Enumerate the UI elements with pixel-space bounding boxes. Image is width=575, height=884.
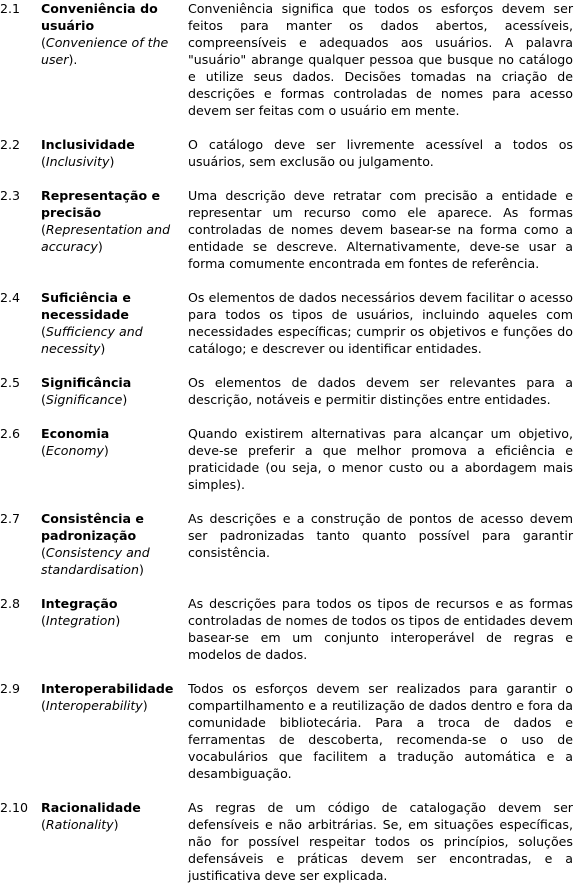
principle-number: 2.8: [0, 596, 21, 611]
principle-english-suffix: ): [142, 698, 148, 713]
principle-number: 2.4: [0, 290, 21, 305]
principle-english-name: (Sufficiency and necessity): [41, 324, 143, 356]
principle-item: [0, 425, 575, 493]
principle-name-block: [41, 680, 188, 782]
principle-name-block: [41, 595, 188, 663]
principle-name-block: [41, 136, 188, 170]
principle-description: Todos os esforços devem ser realizados para garantir o compartilhamento e a reutilização de dados dentro e fora da comunidade bibliotecária. Para a troca de dados e ferramentas de descoberta, recomenda-se o uso de vocabulários que facilitem a tradução automática e a desambiguação.: [188, 681, 573, 781]
principle-item: [0, 289, 575, 357]
principle-english-suffix: ): [100, 341, 106, 356]
principle-description: As descrições e a construção de pontos de acesso devem ser padronizadas tanto quanto possível para garantir consistência.: [188, 511, 573, 560]
principle-item: [0, 680, 575, 782]
principle-description: O catálogo deve ser livremente acessível a todos os usuários, sem exclusão ou julgamento.: [188, 137, 573, 169]
principle-english-suffix: ): [122, 392, 128, 407]
principle-name: Significância: [41, 375, 132, 390]
principle-number: 2.6: [0, 426, 21, 441]
principle-name: Integração: [41, 596, 118, 611]
principle-item: [0, 187, 575, 272]
principle-english-suffix: ): [138, 562, 144, 577]
principle-name-block: [41, 510, 188, 578]
principle-name: Inclusividade: [41, 137, 135, 152]
principle-name: Suficiência e necessidade: [41, 290, 131, 322]
principle-number: 2.5: [0, 375, 21, 390]
principle-number: 2.10: [0, 800, 29, 815]
principle-english-suffix: ): [103, 443, 109, 458]
principle-english-name: (Inclusivity): [41, 154, 115, 169]
principle-name-block: [41, 374, 188, 408]
principle-english-suffix: ): [97, 239, 103, 254]
principle-english-suffix: ): [115, 613, 121, 628]
principle-description: Quando existirem alternativas para alcançar um objetivo, deve-se preferir a que melhor promova a eficiência e praticidade (ou seja, o menor custo ou a abordagem mais simples).: [188, 426, 573, 492]
principle-name-block: [41, 799, 188, 884]
principle-english-text: Representation and accuracy: [41, 222, 171, 254]
principle-name: Economia: [41, 426, 110, 441]
principle-description: As regras de um código de catalogação devem ser defensíveis e não arbitrárias. Se, em situações específicas, não for possível respeitar todos os princípios, soluções defensáveis e práticas devem ser encontradas, e a justificativa deve ser explicada.: [188, 800, 573, 883]
principle-name: Conveniência do usuário: [41, 1, 158, 33]
principle-description: Conveniência significa que todos os esforços devem ser feitos para manter os dados abertos, acessíveis, compreensíveis e adequados aos usuários. A palavra "usuário" abrange qualquer pessoa que busque no catálogo e utilize seus dados. Decisões tomadas na criação de descrições e formas controladas de nomes para acesso devem ser feitas com o usuário em mente.: [188, 1, 573, 118]
principle-english-name: (Consistency and standardisation): [41, 545, 150, 577]
principle-english-name: (Convenience of the user).: [41, 35, 169, 67]
principle-item: [0, 374, 575, 408]
principle-item: [0, 136, 575, 170]
principle-english-text: Rationality: [45, 817, 114, 832]
principle-english-name: (Economy): [41, 443, 109, 458]
principle-number: 2.1: [0, 1, 21, 16]
principle-name-block: [41, 187, 188, 272]
principle-english-suffix: ): [109, 154, 115, 169]
principle-description: As descrições para todos os tipos de recursos e as formas controladas de nomes de todos os tipos de entidades devem basear-se em um conjunto interoperável de regras e modelos de dados.: [188, 596, 573, 662]
principle-number: 2.7: [0, 511, 21, 526]
principle-description: Os elementos de dados devem ser relevantes para a descrição, notáveis e permitir distinções entre entidades.: [188, 375, 573, 407]
principle-english-text: Economy: [45, 443, 104, 458]
principle-english-text: Consistency and standardisation: [41, 545, 150, 577]
principle-english-text: Sufficiency and necessity: [41, 324, 143, 356]
principle-name: Racionalidade: [41, 800, 141, 815]
principle-english-suffix: ).: [68, 52, 78, 67]
principle-name: Representação e precisão: [41, 188, 161, 220]
principle-name: Consistência e padronização: [41, 511, 144, 543]
principle-number: 2.9: [0, 681, 21, 696]
principle-english-suffix: ): [113, 817, 119, 832]
principle-number: 2.2: [0, 137, 21, 152]
principle-english-text: Significance: [45, 392, 123, 407]
principle-english-name: (Integration): [41, 613, 121, 628]
principle-item: [0, 0, 575, 119]
principle-name: Interoperabilidade: [41, 681, 174, 696]
principle-item: [0, 595, 575, 663]
principle-english-name: (Rationality): [41, 817, 119, 832]
principle-number: 2.3: [0, 188, 21, 203]
principle-name-block: [41, 289, 188, 357]
principle-item: [0, 799, 575, 884]
principle-description: Uma descrição deve retratar com precisão a entidade e representar um recurso como ele aparece. As formas controladas de nomes devem basear-se na forma como a entidade se descreve. Alternativamente, deve-se usar a forma comumente encontrada em fontes de referência.: [188, 188, 573, 271]
principle-english-text: Inclusivity: [45, 154, 110, 169]
principle-english-text: Integration: [45, 613, 116, 628]
principle-english-text: Convenience of the user: [41, 35, 169, 67]
principle-name-block: [41, 0, 188, 119]
principle-english-text: Interoperability: [45, 698, 143, 713]
principle-english-name: (Significance): [41, 392, 128, 407]
principle-name-block: [41, 425, 188, 493]
principle-english-name: (Interoperability): [41, 698, 148, 713]
principle-item: [0, 510, 575, 578]
principle-english-name: (Representation and accuracy): [41, 222, 171, 254]
principle-description: Os elementos de dados necessários devem facilitar o acesso para todos os tipos de usuários, incluindo aqueles com necessidades específicas; cumprir os objetivos e funções do catálogo; e descrever ou identificar entidades.: [188, 290, 573, 356]
